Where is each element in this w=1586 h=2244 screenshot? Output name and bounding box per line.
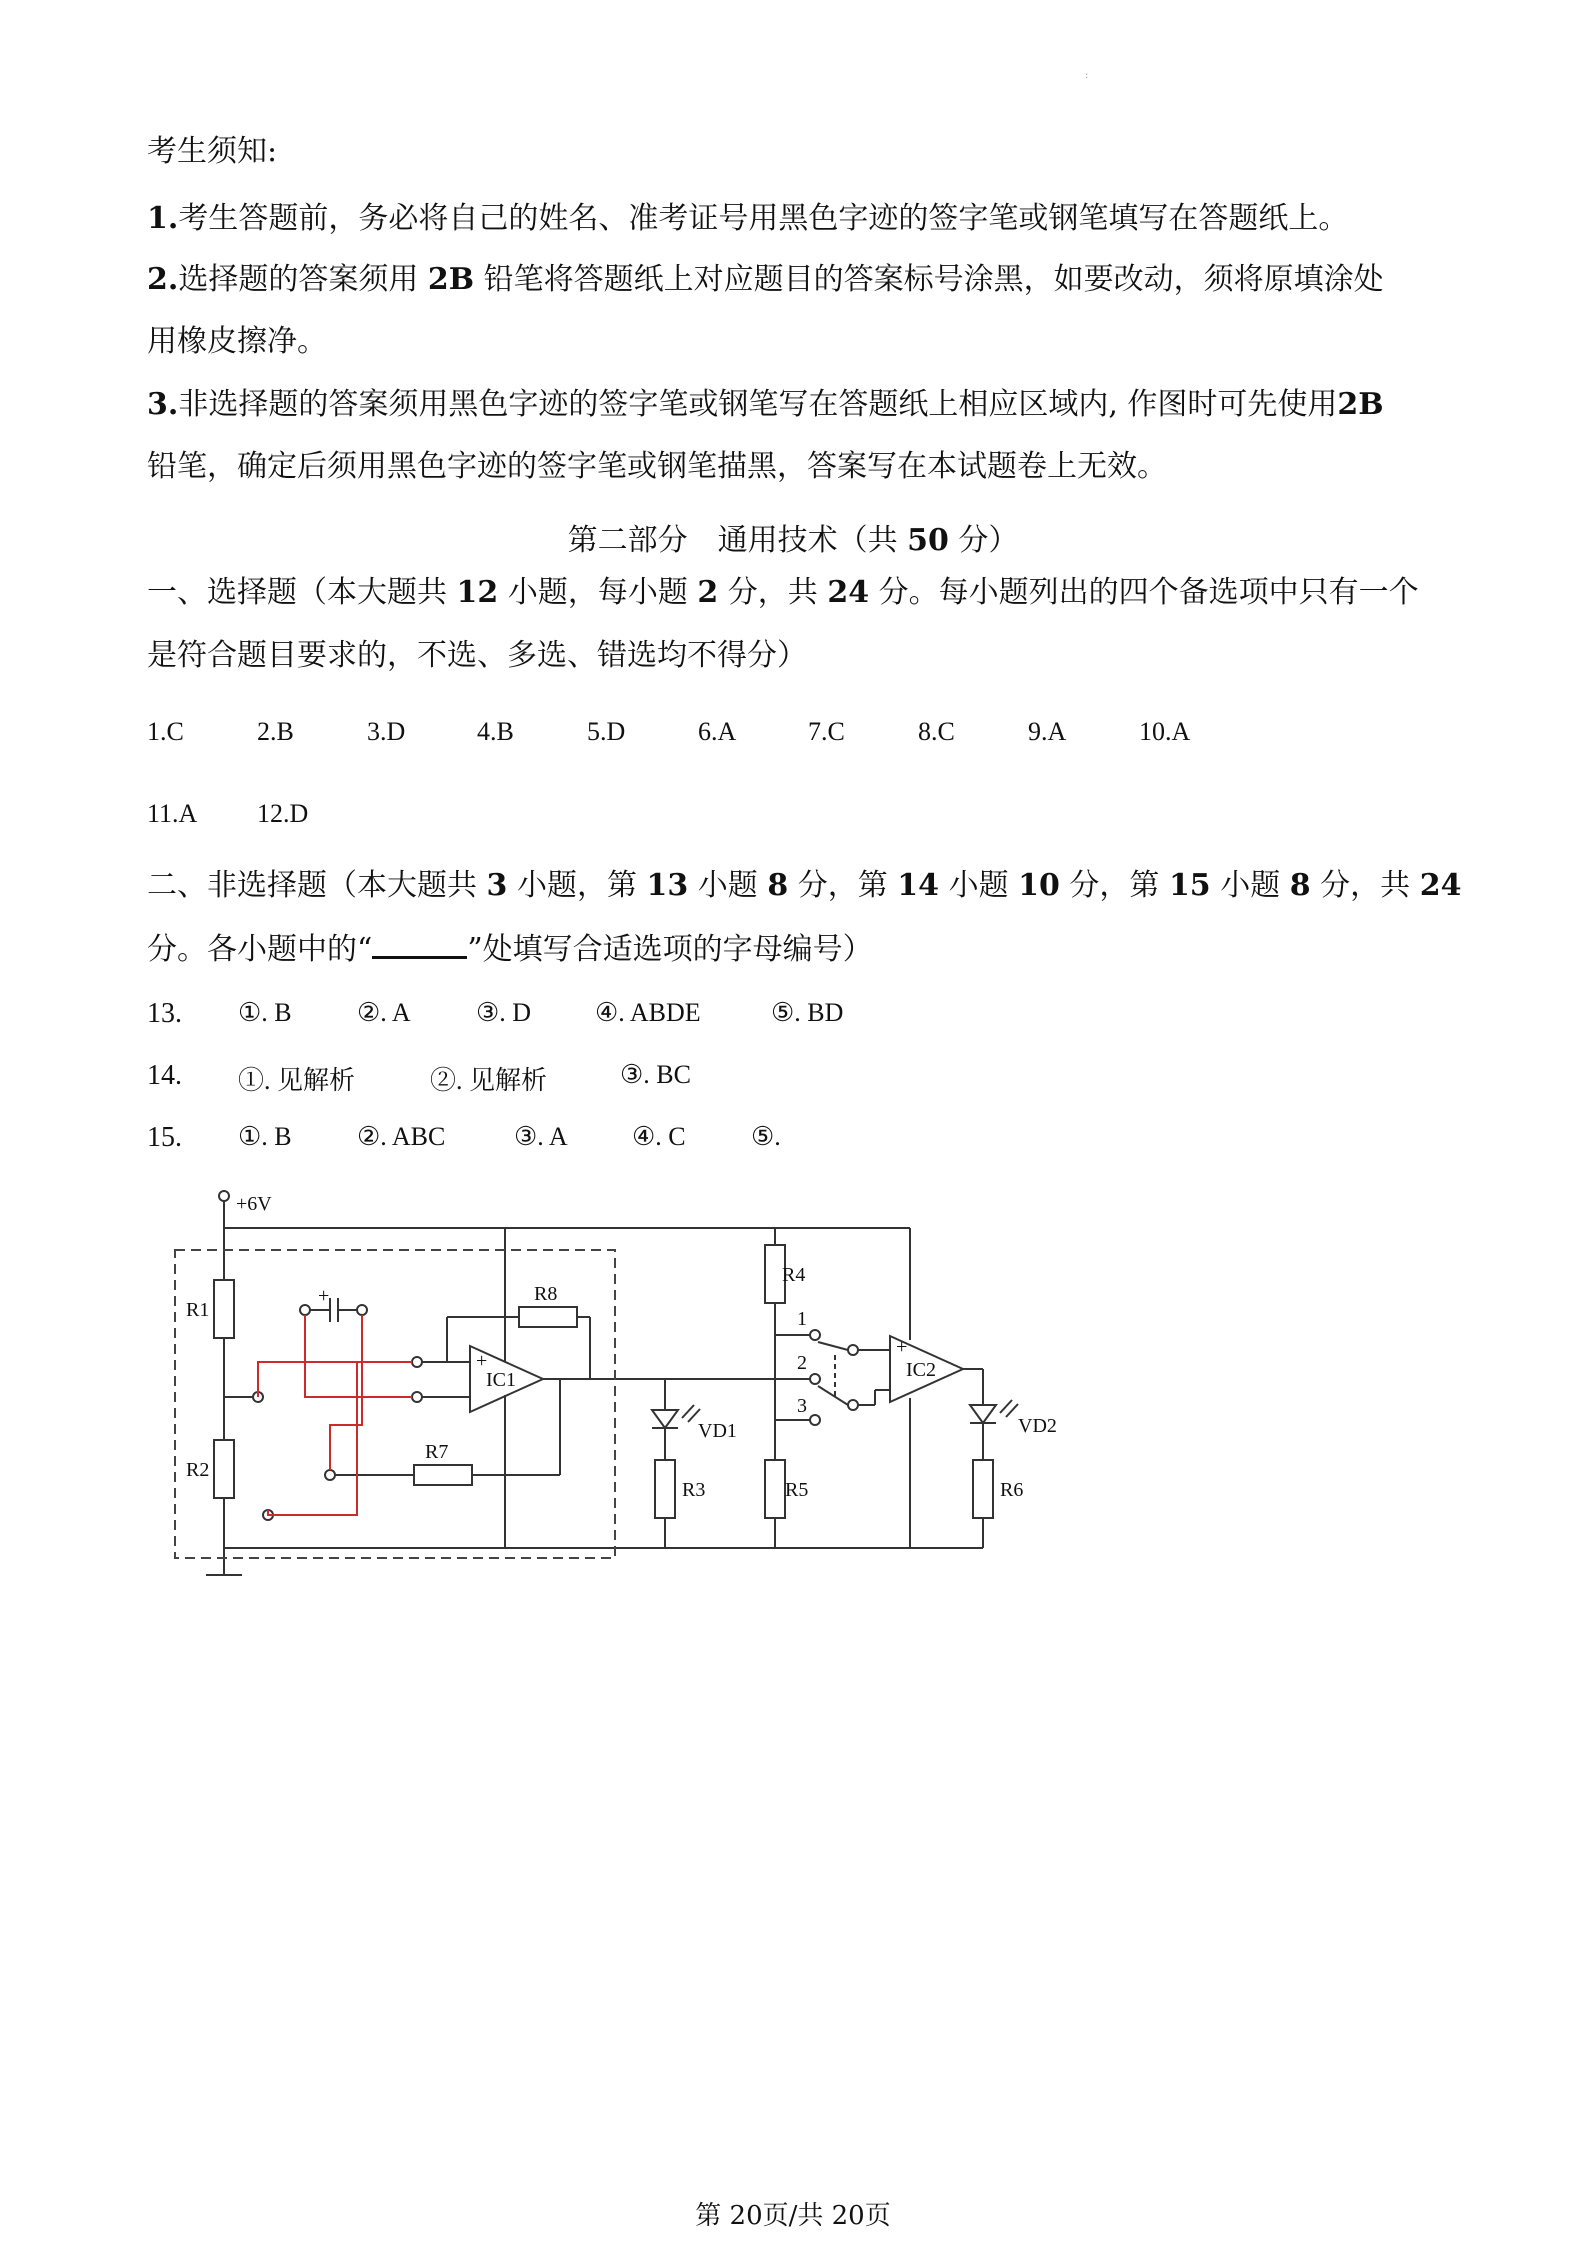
vd1-label: VD1 xyxy=(698,1420,737,1442)
q13-answer: ③. D xyxy=(476,998,532,1027)
s2-n6: 15 xyxy=(1168,868,1211,903)
mc-answer: 3.D xyxy=(367,717,406,746)
s2-d: 分，第 xyxy=(788,868,898,903)
s1-n3: 24 xyxy=(827,575,870,610)
s1-b: 小题，每小题 xyxy=(498,575,698,610)
s2-a: 二、非选择题（本大题共 xyxy=(147,868,487,903)
vd2-led xyxy=(970,1405,996,1423)
mc-answer: 5.D xyxy=(587,717,626,746)
mc-answer: 11.A xyxy=(147,799,198,828)
corner-mark: : xyxy=(1085,70,1089,81)
mc-answer: 12.D xyxy=(257,799,309,828)
notice-item-2-text-a: 选择题的答案须用 xyxy=(178,262,428,297)
s2-l2-b: ”处填写合适选项的字母编号） xyxy=(467,932,873,967)
s2-g: 小题 xyxy=(1210,868,1290,903)
part-title-a: 第二部分 通用技术（共 xyxy=(567,523,908,558)
ic1-plus-label: + xyxy=(476,1350,488,1372)
s1-n2: 2 xyxy=(697,575,719,610)
notice-item-1-text: 考生答题前，务必将自己的姓名、准考证号用黑色字迹的签字笔或钢笔填写在答题纸上。 xyxy=(178,201,1349,236)
mc-answer: 1.C xyxy=(147,717,184,746)
ic2-label: IC2 xyxy=(906,1359,936,1381)
section1-title-cont: 是符合题目要求的，不选、多选、错选均不得分） xyxy=(147,638,807,673)
q13-answer: ②. A xyxy=(357,998,411,1027)
s2-n4: 14 xyxy=(897,868,940,903)
r4-label: R4 xyxy=(782,1264,806,1286)
r3-resistor xyxy=(655,1460,675,1518)
s2-n8: 24 xyxy=(1419,868,1462,903)
r3-label: R3 xyxy=(682,1479,706,1501)
s2-l2-a: 分。各小题中的“ xyxy=(147,932,373,967)
vd1-led xyxy=(652,1410,678,1428)
q15-answer: ⑤. xyxy=(751,1122,781,1151)
cap-plus-label: + xyxy=(318,1285,330,1307)
circuit-wires xyxy=(206,1191,1018,1575)
notice-item-2-cont: 用橡皮擦净。 xyxy=(147,324,327,359)
q15-number: 15. xyxy=(147,1122,182,1153)
s2-b: 小题，第 xyxy=(507,868,647,903)
q13-number: 13. xyxy=(147,998,182,1029)
r8-resistor xyxy=(519,1307,577,1327)
mc-answer: 9.A xyxy=(1028,717,1067,746)
notice-item-3-num: 3. xyxy=(147,387,179,422)
r7-resistor xyxy=(414,1465,472,1485)
ic2-plus-label: + xyxy=(896,1336,908,1358)
q14-answer: ①. 见解析 xyxy=(238,1066,356,1095)
q14-number: 14. xyxy=(147,1060,182,1091)
q15-answer: ④. C xyxy=(632,1122,686,1151)
s2-c: 小题 xyxy=(688,868,768,903)
r5-resistor xyxy=(765,1460,785,1518)
s2-n1: 3 xyxy=(486,868,508,903)
answer-wiring xyxy=(258,1315,412,1515)
s2-n2: 13 xyxy=(646,868,689,903)
part-title-score: 50 xyxy=(907,523,949,558)
r5-label: R5 xyxy=(785,1479,809,1501)
q15-answer: ①. B xyxy=(238,1122,292,1151)
q13-answer: ①. B xyxy=(238,998,292,1027)
q14-answer: ②. 见解析 xyxy=(430,1066,548,1095)
s2-n7: 8 xyxy=(1289,868,1311,903)
r2-resistor xyxy=(214,1440,234,1498)
page-footer: 第 20页/共 20页 xyxy=(695,2201,891,2231)
q15-answer: ②. ABC xyxy=(357,1122,446,1151)
s2-f: 分，第 xyxy=(1059,868,1169,903)
notice-item-2-text-b: 铅笔将答题纸上对应题目的答案标号涂黑，如要改动，须将原填涂处 xyxy=(474,262,1384,297)
part-title-b: 分） xyxy=(948,523,1019,558)
switch-3-label: 3 xyxy=(797,1395,807,1417)
r7-label: R7 xyxy=(425,1441,449,1463)
notice-item-3-text-a: 非选择题的答案须用黑色字迹的签字笔或钢笔写在答题纸上相应区域内, 作图时可先使用 xyxy=(178,387,1338,422)
q13-answer: ④. ABDE xyxy=(595,998,701,1027)
r6-label: R6 xyxy=(1000,1479,1024,1501)
notice-item-3-bold: 2B xyxy=(1337,387,1384,422)
vcc-label: +6V xyxy=(236,1193,272,1215)
notice-item-1-num: 1. xyxy=(147,201,179,236)
switch-1-label: 1 xyxy=(797,1308,807,1330)
mc-answer: 4.B xyxy=(477,717,514,746)
vcc-terminal xyxy=(219,1191,229,1201)
mc-answer: 7.C xyxy=(808,717,845,746)
r2-label: R2 xyxy=(186,1459,210,1481)
mc-answer: 6.A xyxy=(698,717,737,746)
s2-n3: 8 xyxy=(767,868,789,903)
r6-resistor xyxy=(973,1460,993,1518)
s1-c: 分，共 xyxy=(718,575,828,610)
r1-label: R1 xyxy=(186,1299,210,1321)
switch-2-label: 2 xyxy=(797,1352,807,1374)
mc-answer: 2.B xyxy=(257,717,294,746)
q13-answer: ⑤. BD xyxy=(771,998,844,1027)
s1-d: 分。每小题列出的四个备选项中只有一个 xyxy=(869,575,1419,610)
s2-n5: 10 xyxy=(1018,868,1060,903)
mc-answer: 8.C xyxy=(918,717,955,746)
s1-n1: 12 xyxy=(456,575,499,610)
notice-item-2-bold: 2B xyxy=(427,262,475,297)
ic1-label: IC1 xyxy=(486,1369,516,1391)
notice-heading: 考生须知: xyxy=(147,134,278,169)
q14-answer: ③. BC xyxy=(620,1060,691,1089)
mc-answer: 10.A xyxy=(1139,717,1191,746)
s1-a: 一、选择题（本大题共 xyxy=(147,575,457,610)
notice-item-2-num: 2. xyxy=(147,262,179,297)
notice-item-3-cont: 铅笔，确定后须用黑色字迹的签字笔或钢笔描黑，答案写在本试题卷上无效。 xyxy=(147,449,1167,484)
q15-answer: ③. A xyxy=(514,1122,568,1151)
r8-label: R8 xyxy=(534,1283,558,1305)
s2-h: 分，共 xyxy=(1310,868,1420,903)
s2-e: 小题 xyxy=(939,868,1019,903)
r1-resistor xyxy=(214,1280,234,1338)
vd2-label: VD2 xyxy=(1018,1415,1057,1437)
